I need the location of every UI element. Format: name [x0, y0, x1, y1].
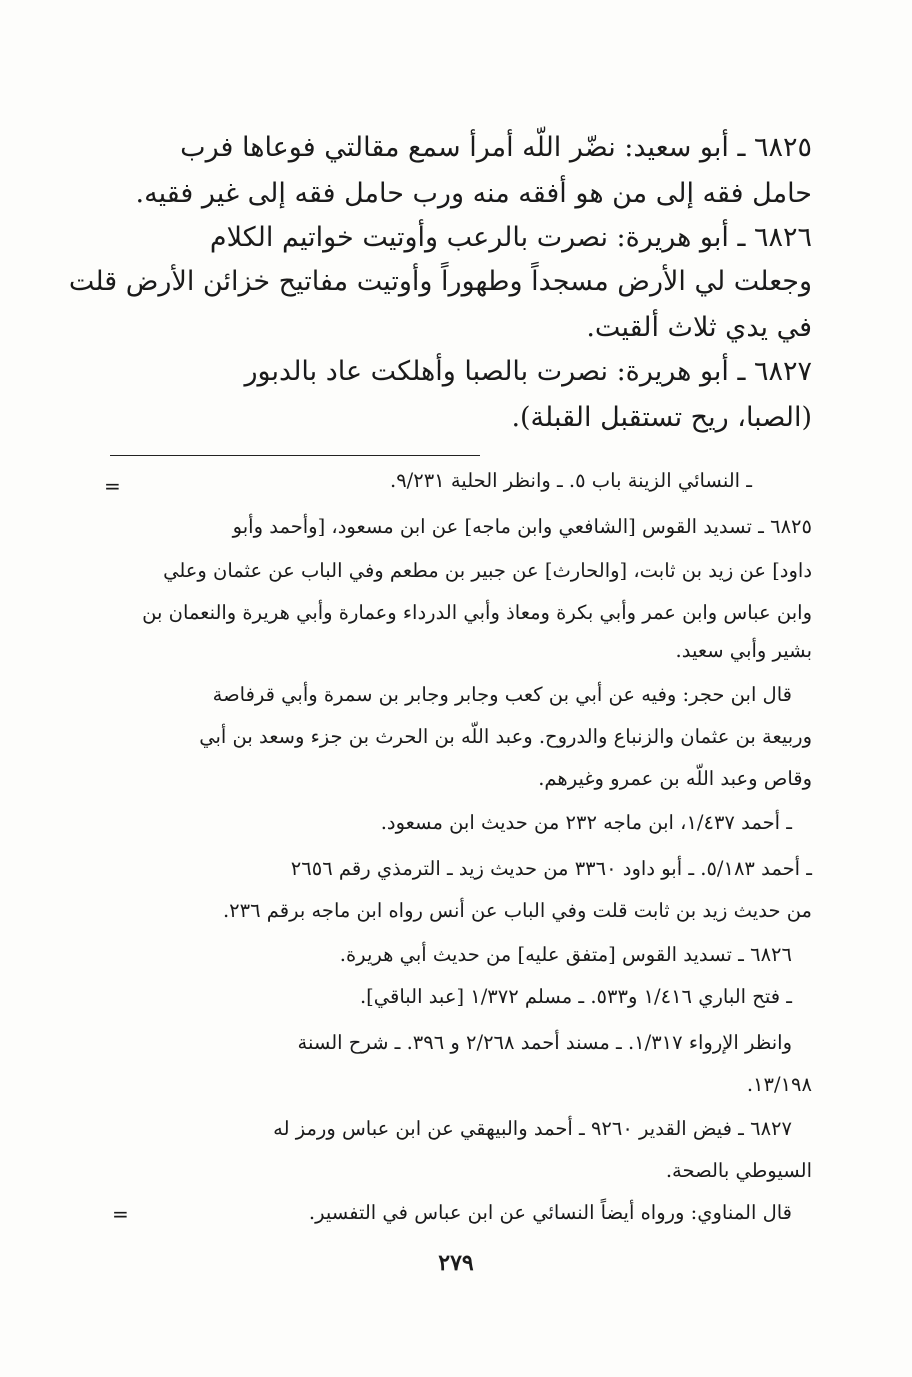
- hadith-6827-line-1: ٦٨٢٧ ـ أبو هريرة: نصرت بالصبا وأهلكت عاد بالدبور: [244, 356, 812, 387]
- hadith-6826-line-3: في يدي ثلاث ألقيت.: [586, 312, 812, 343]
- hadith-6826-line-2: وجعلت لي الأرض مسجداً وطهوراً وأوتيت مفاتيح خزائن الأرض قلت: [68, 266, 812, 297]
- next-page-marker: =: [112, 1202, 129, 1226]
- hadith-6825-line-2: حامل فقه إلى من هو أفقه منه ورب حامل فقه إلى غير فقيه.: [135, 178, 812, 209]
- footnote-line: بشير وأبي سعيد.: [675, 639, 812, 662]
- footnote-line: ١٣/١٩٨.: [746, 1073, 812, 1096]
- footnote-line: ـ أحمد ٥/١٨٣. ـ أبو داود ٣٣٦٠ من حديث زيد ـ الترمذي رقم ٢٦٥٦: [290, 857, 812, 880]
- footnote-line: قال المناوي: ورواه أيضاً النسائي عن ابن عباس في التفسير.: [308, 1201, 792, 1224]
- footnote-line: ـ النسائي الزينة باب ٥. ـ وانظر الحلية ٩/٢٣١.: [389, 469, 752, 492]
- footnote-line: قال ابن حجر: وفيه عن أبي بن كعب وجابر وجابر بن سمرة وأبي قرفاصة: [212, 683, 792, 706]
- footnote-line: وربيعة بن عثمان والزنباع والدروح. وعبد اللّه بن الحرث بن جزء وسعد بن أبي: [199, 725, 812, 748]
- hadith-6827-line-2: (الصبا، ريح تستقبل القبلة).: [511, 402, 812, 433]
- footnote-line: وابن عباس وابن عمر وأبي بكرة ومعاذ وأبي الدرداء وعمارة وأبي هريرة والنعمان بن: [142, 601, 812, 624]
- footnote-line: من حديث زيد بن ثابت قلت وفي الباب عن أنس رواه ابن ماجه برقم ٢٣٦.: [222, 899, 812, 922]
- footnote-line: السيوطي بالصحة.: [665, 1159, 812, 1182]
- footnote-line: داود] عن زيد بن ثابت، [والحارث] عن جبير بن مطعم وفي الباب عن عثمان وعلي: [163, 559, 812, 582]
- footnote-line: ٦٨٢٧ ـ فيض القدير ٩٢٦٠ ـ أحمد والبيهقي عن ابن عباس ورمز له: [273, 1117, 792, 1140]
- footnote-line: ٦٨٢٦ ـ تسديد القوس [متفق عليه] من حديث أبي هريرة.: [339, 943, 792, 966]
- footnote-line: ـ فتح الباري ١/٤١٦ و٥٣٣. ـ مسلم ١/٣٧٢ [عبد الباقي].: [359, 985, 792, 1008]
- footnote-line: وقاص وعبد اللّه بن عمرو وغيرهم.: [538, 767, 812, 790]
- continued-marker: =: [104, 474, 121, 498]
- page-number: ٢٧٩: [438, 1250, 474, 1276]
- hadith-6826-line-1: ٦٨٢٦ ـ أبو هريرة: نصرت بالرعب وأوتيت خواتيم الكلام: [209, 222, 812, 253]
- footnote-line: ـ أحمد ١/٤٣٧، ابن ماجه ٢٣٢ من حديث ابن مسعود.: [380, 811, 792, 834]
- footnote-separator: [110, 455, 480, 456]
- footnote-line: ٦٨٢٥ ـ تسديد القوس [الشافعي وابن ماجه] عن ابن مسعود، [وأحمد وأبو: [232, 515, 812, 538]
- footnote-line: وانظر الإرواء ١/٣١٧. ـ مسند أحمد ٢/٢٦٨ و ٣٩٦. ـ شرح السنة: [297, 1031, 792, 1054]
- hadith-6825-line-1: ٦٨٢٥ ـ أبو سعيد: نضّر اللّه أمرأ سمع مقالتي فوعاها فرب: [180, 132, 812, 163]
